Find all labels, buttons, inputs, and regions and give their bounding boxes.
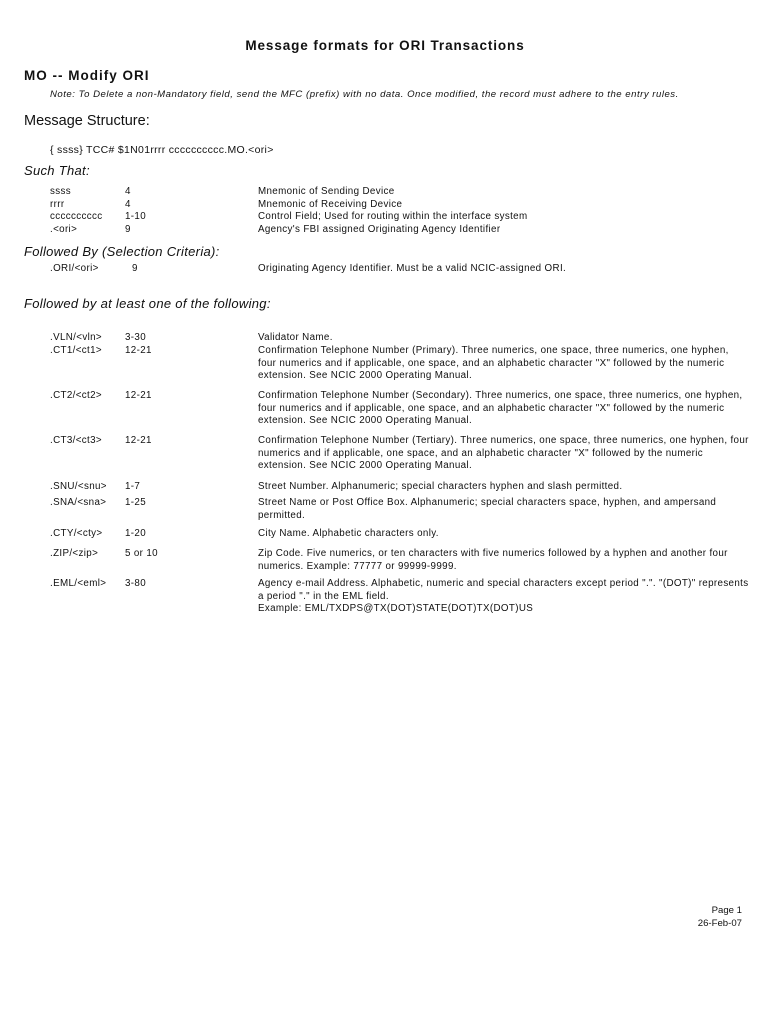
- optional-field: .ZIP/<zip>: [50, 548, 99, 559]
- print-date: 26-Feb-07: [697, 918, 742, 929]
- such-that-field: ssss: [50, 186, 71, 197]
- such-that-length: 9: [125, 224, 131, 235]
- such-that-length: 1-10: [125, 211, 147, 222]
- optional-field: .SNU/<snu>: [50, 481, 107, 492]
- optional-length: 3-80: [125, 578, 147, 589]
- optional-field: .CTY/<cty>: [50, 528, 103, 539]
- optional-description: Confirmation Telephone Number (Tertiary). Three numerics, one space, three numerics, one hyphen, four numerics and if applicable, one space, and an alphabetic character "X" followed by the numeric extension. See NCIC 2000 Operating Manual.: [258, 435, 749, 472]
- optional-length: 3-30: [125, 332, 147, 343]
- optional-length: 1-20: [125, 528, 147, 539]
- optional-length: 5 or 10: [125, 548, 158, 559]
- optional-length: 12-21: [125, 345, 152, 356]
- page-number: Page 1: [711, 905, 742, 916]
- such-that-description: Mnemonic of Receiving Device: [258, 199, 403, 210]
- optional-description: Agency e-mail Address. Alphabetic, numeric and special characters except period ".". "(DOT)" represents a period "." in the EML field.: [258, 578, 749, 602]
- selection-description: Originating Agency Identifier. Must be a valid NCIC-assigned ORI.: [258, 263, 567, 274]
- optional-description: Zip Code. Five numerics, or ten characters with five numerics followed by a hyphen and another four numerics. Example: 77777 or 99999-9999.: [258, 548, 728, 572]
- such-that-length: 4: [125, 186, 131, 197]
- such-that-field: rrrr: [50, 199, 65, 210]
- such-that-length: 4: [125, 199, 131, 210]
- optional-description: Confirmation Telephone Number (Primary). Three numerics, one space, three numerics, one hyphen, four numerics and if applicable, one space, and an alphabetic character "X" followed by the numeric extension. See NCIC 2000 Operating Manual.: [258, 345, 729, 382]
- optional-description: Validator Name.: [258, 332, 333, 343]
- optional-field: .CT1/<ct1>: [50, 345, 102, 356]
- page-title: Message formats for ORI Transactions: [245, 38, 525, 53]
- optional-description: Street Number. Alphanumeric; special characters hyphen and slash permitted.: [258, 481, 623, 492]
- message-structure-format: { ssss} TCC# $1N01rrrr cccccccccc.MO.<ori>: [50, 144, 274, 156]
- optional-length: 12-21: [125, 435, 152, 446]
- optional-description: City Name. Alphabetic characters only.: [258, 528, 439, 539]
- such-that-heading: Such That:: [24, 163, 90, 178]
- optional-field: .EML/<eml>: [50, 578, 107, 589]
- optional-description: Confirmation Telephone Number (Secondary). Three numerics, one space, three numerics, one hyphen, four numerics and if applicable, one space, and an alphabetic character "X" followed by the numeric extension. See NCIC 2000 Operating Manual.: [258, 390, 743, 427]
- optional-length: 12-21: [125, 390, 152, 401]
- message-structure-heading: Message Structure:: [24, 113, 150, 129]
- eml-example: Example: EML/TXDPS@TX(DOT)STATE(DOT)TX(DOT)US: [258, 603, 534, 614]
- such-that-field: .<ori>: [50, 224, 78, 235]
- followed-by-heading: Followed By (Selection Criteria):: [24, 244, 220, 259]
- optional-field: .VLN/<vln>: [50, 332, 102, 343]
- optional-field: .CT2/<ct2>: [50, 390, 102, 401]
- selection-length: 9: [132, 263, 138, 274]
- section-heading-modify-ori: MO -- Modify ORI: [24, 68, 150, 83]
- such-that-field: cccccccccc: [50, 211, 103, 222]
- such-that-description: Mnemonic of Sending Device: [258, 186, 395, 197]
- selection-field: .ORI/<ori>: [50, 263, 99, 274]
- note-text: Note: To Delete a non-Mandatory field, send the MFC (prefix) with no data. Once modified, the record must adhere to the entry rules.: [50, 89, 679, 100]
- such-that-description: Agency's FBI assigned Originating Agency Identifier: [258, 224, 501, 235]
- such-that-description: Control Field; Used for routing within the interface system: [258, 211, 528, 222]
- optional-field: .CT3/<ct3>: [50, 435, 102, 446]
- optional-field: .SNA/<sna>: [50, 497, 107, 508]
- optional-length: 1-25: [125, 497, 147, 508]
- at-least-one-heading: Followed by at least one of the following:: [24, 296, 271, 311]
- optional-length: 1-7: [125, 481, 141, 492]
- optional-description: Street Name or Post Office Box. Alphanumeric; special characters space, hyphen, and ampersand permitted.: [258, 497, 717, 521]
